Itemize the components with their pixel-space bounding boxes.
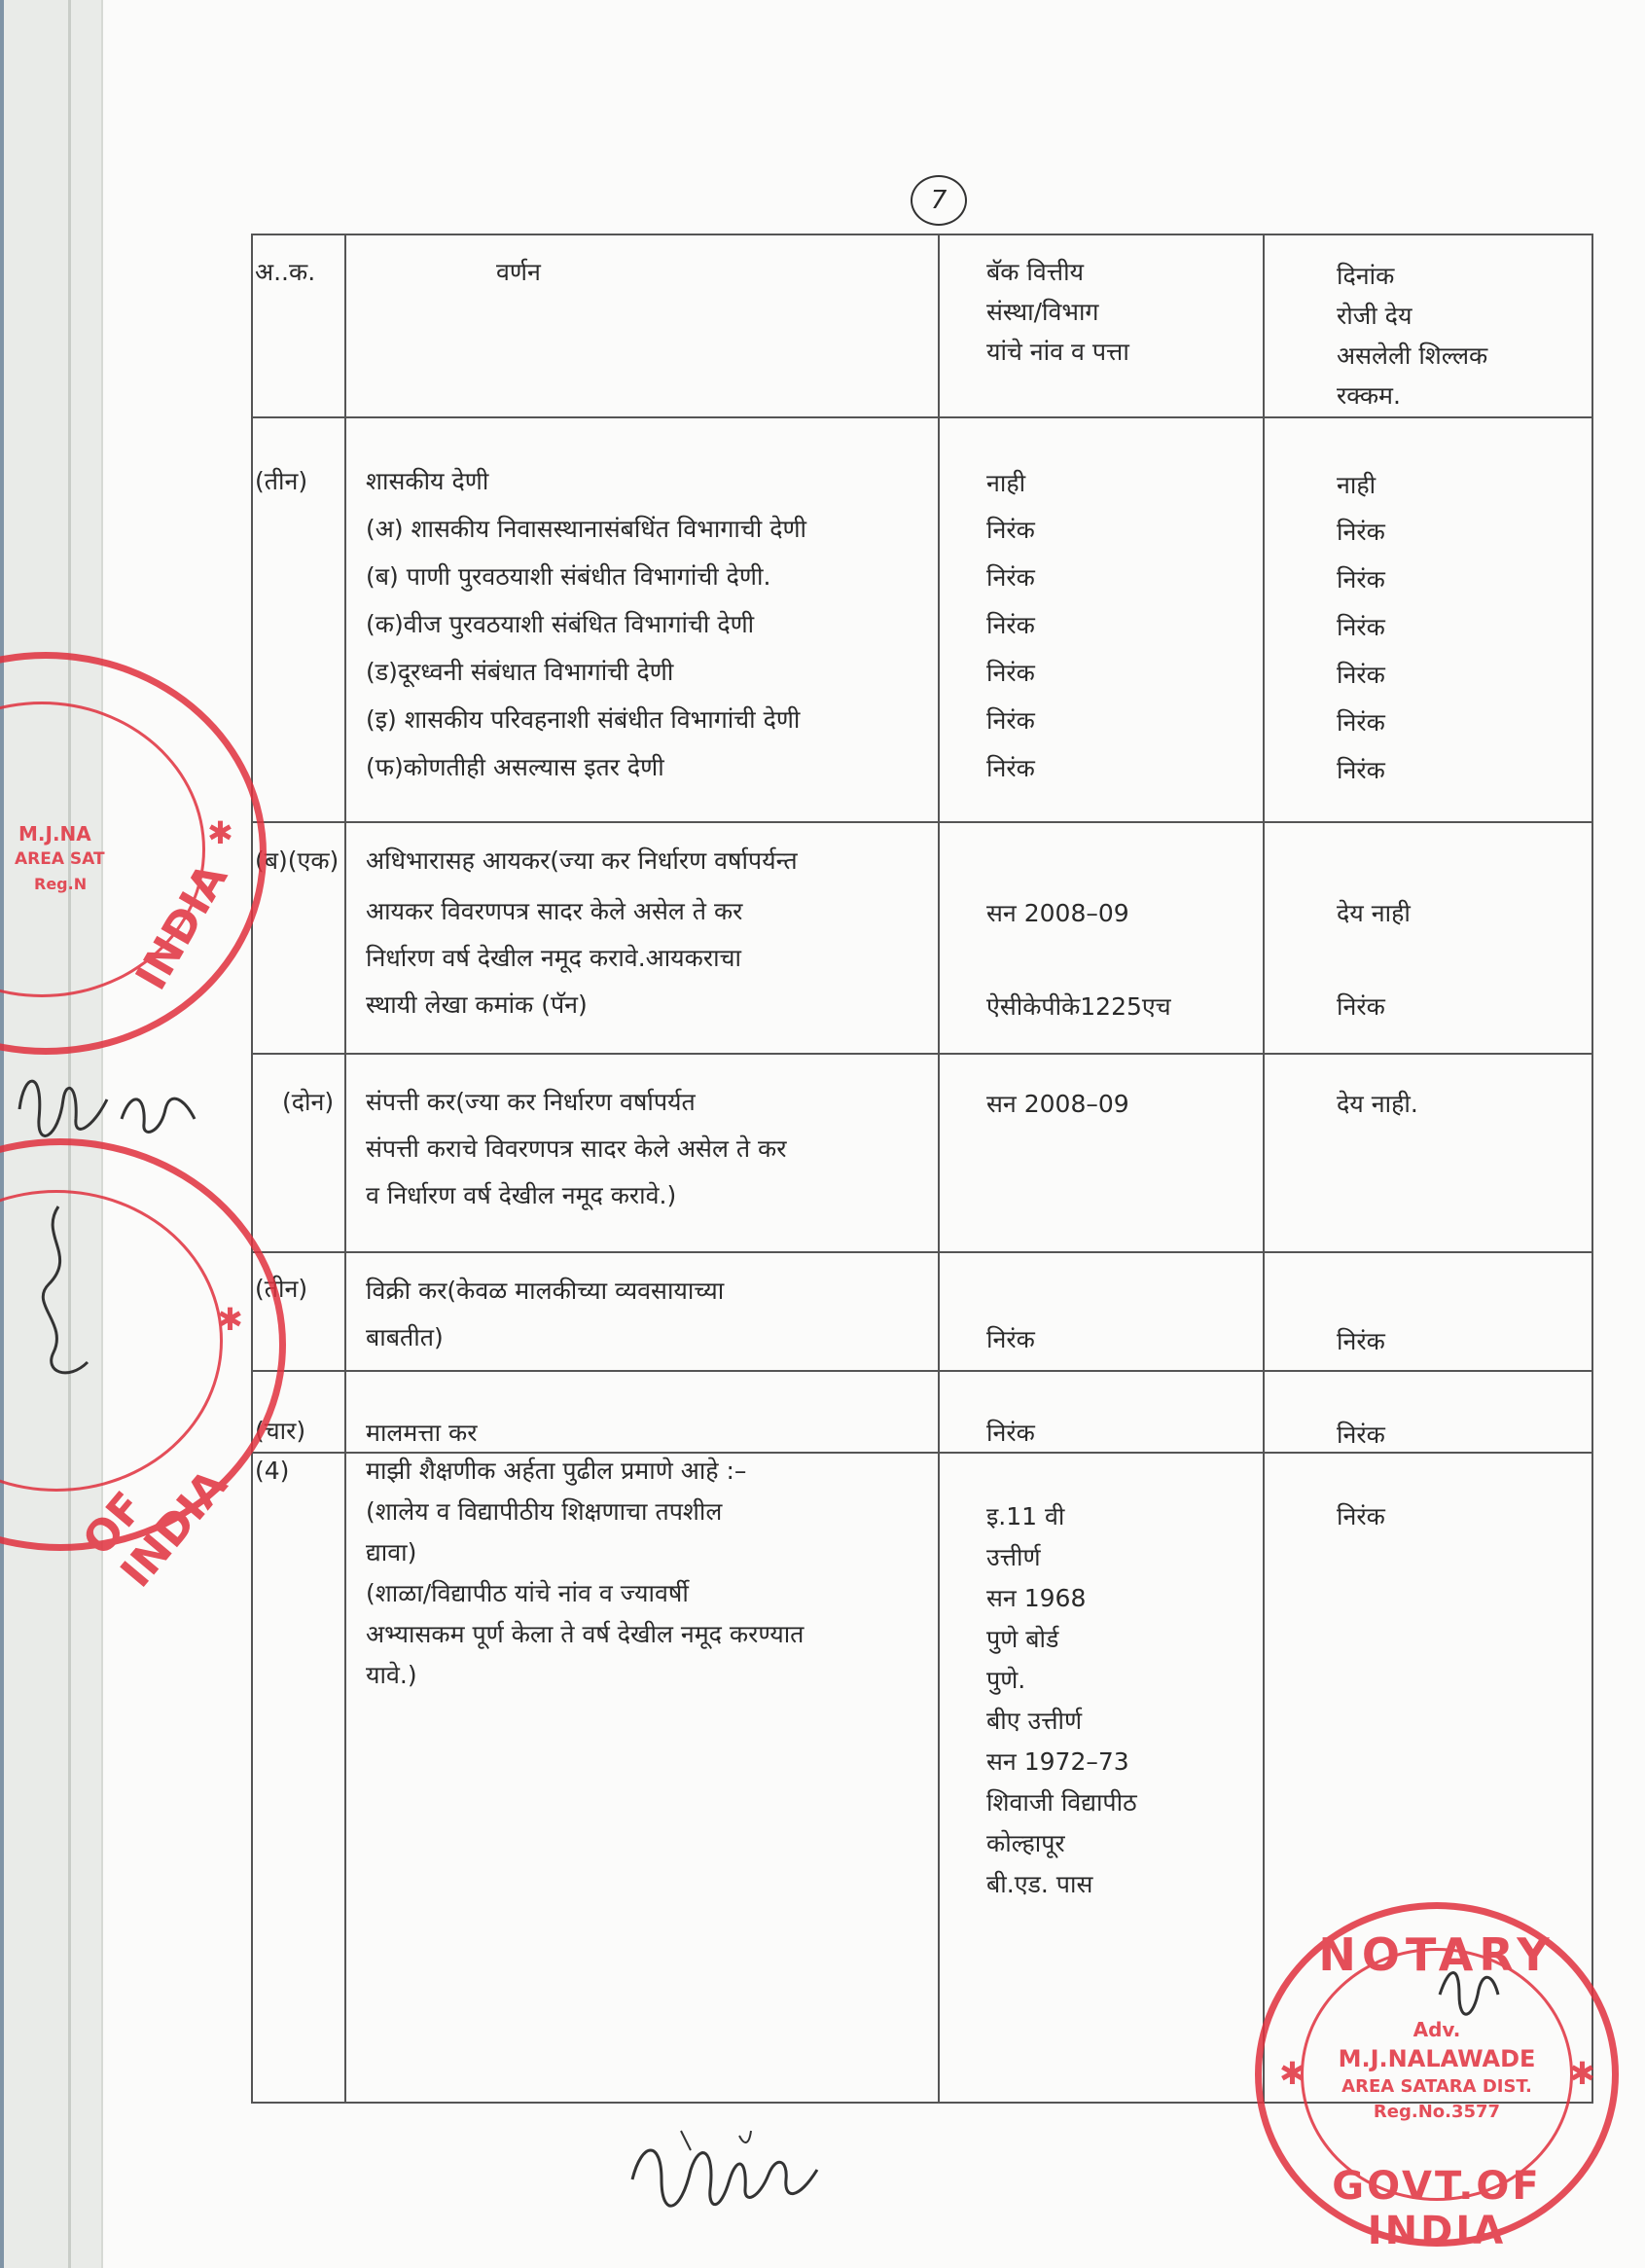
education-detail: पुणे बोर्ड bbox=[986, 1625, 1059, 1653]
pan-due: निरंक bbox=[1337, 992, 1385, 1021]
govt-dues-row: (इ) शासकीय परिवहनाशी संबंधीत विभागांची देणी bbox=[366, 705, 801, 734]
govt-dues-row: (ब) पाणी पुरवठयाशी संबंधीत विभागांची देणी. bbox=[366, 562, 771, 591]
govt-dues-number: (तीन) bbox=[255, 467, 308, 495]
govt-dues-row: निरंक bbox=[986, 563, 1035, 592]
govt-dues-row: निरंक bbox=[986, 611, 1035, 639]
education-detail: सन 1968 bbox=[986, 1584, 1087, 1612]
govt-dues-row: निरंक bbox=[986, 659, 1035, 687]
left-notary-stamp-upper bbox=[0, 652, 267, 1055]
income-tax-year: सन 2008–09 bbox=[986, 899, 1129, 927]
education-detail: सन 1972–73 bbox=[986, 1747, 1129, 1776]
education-detail: उत्तीर्ण bbox=[986, 1543, 1041, 1571]
header-col3-line1: बॅक वित्तीय bbox=[986, 258, 1085, 286]
stamp-text: Reg.N bbox=[34, 875, 88, 893]
property-tax-number: (चार) bbox=[255, 1417, 306, 1445]
notary-stamp-text: M.J.NALAWADE bbox=[1338, 2045, 1536, 2072]
property-tax-desc: मालमत्ता कर bbox=[366, 1419, 478, 1447]
signature-left-2 bbox=[117, 1080, 204, 1148]
notary-stamp-text: AREA SATARA DIST. bbox=[1341, 2076, 1532, 2097]
property-tax-c3: निरंक bbox=[986, 1419, 1035, 1447]
education-desc: (शालेय व विद्यापीठीय शिक्षणाचा तपशील bbox=[366, 1497, 723, 1526]
govt-dues-row: निरंक bbox=[1337, 613, 1385, 641]
notary-stamp-bottom-text: GOVT.OF INDIA bbox=[1332, 2164, 1542, 2253]
education-desc: यावे.) bbox=[366, 1661, 417, 1689]
income-tax-due: देय नाही bbox=[1337, 899, 1411, 927]
education-detail: इ.11 वी bbox=[986, 1502, 1065, 1530]
notary-stamp-top-text: NOTARY bbox=[1318, 1928, 1556, 1981]
stamp-arc-text: OF INDIA bbox=[73, 1460, 237, 1598]
education-desc: माझी शैक्षणीक अर्हता पुढील प्रमाणे आहे :– bbox=[366, 1457, 747, 1485]
pan-number: ऐसीकेपीके1225एच bbox=[986, 992, 1171, 1021]
education-number: (4) bbox=[255, 1457, 290, 1485]
govt-dues-row: निरंक bbox=[1337, 708, 1385, 737]
govt-dues-row: निरंक bbox=[1337, 518, 1385, 546]
signature-bottom bbox=[623, 2121, 837, 2228]
header-col1: अ..क. bbox=[255, 258, 316, 286]
signature-left-3 bbox=[10, 1197, 117, 1391]
signature-left-1 bbox=[10, 1061, 126, 1158]
education-detail: शिवाजी विद्यापीठ bbox=[986, 1788, 1137, 1817]
notary-stamp-text: Adv. bbox=[1413, 2018, 1461, 2041]
star-icon: ✱ bbox=[217, 1301, 243, 1338]
education-desc: (शाळा/विद्यापीठ यांचे नांव व ज्यावर्षी bbox=[366, 1579, 689, 1607]
govt-dues-row: निरंक bbox=[1337, 661, 1385, 689]
stamp-arc-text: INDIA bbox=[125, 855, 238, 998]
govt-dues-row: निरंक bbox=[986, 754, 1035, 782]
wealth-tax-number: (दोन) bbox=[282, 1088, 335, 1116]
education-desc: अभ्यासकम पूर्ण केला ते वर्ष देखील नमूद करण्यात bbox=[366, 1620, 805, 1648]
education-detail: बी.एड. पास bbox=[986, 1870, 1093, 1898]
property-tax-c4: निरंक bbox=[1337, 1421, 1385, 1449]
stamp-text: M.J.NA bbox=[18, 822, 91, 846]
govt-dues-row: शासकीय देणी bbox=[366, 467, 489, 495]
notary-stamp bbox=[1255, 1902, 1619, 2253]
sales-tax-desc: विक्री कर(केवळ मालकीच्या व्यवसायाच्या bbox=[366, 1277, 725, 1305]
govt-dues-row: (क)वीज पुरवठयाशी संबंधित विभागांची देणी bbox=[366, 610, 755, 638]
wealth-tax-due: देय नाही. bbox=[1337, 1090, 1418, 1118]
star-icon: ✱ bbox=[207, 814, 233, 851]
education-detail: बीए उत्तीर्ण bbox=[986, 1707, 1083, 1735]
income-tax-desc: आयकर विवरणपत्र सादर केले असेल ते कर bbox=[366, 897, 743, 925]
sales-tax-desc: बाबतीत) bbox=[366, 1323, 444, 1351]
star-icon: ✱ bbox=[1569, 2055, 1595, 2092]
signature-stamp-initial bbox=[1430, 1956, 1508, 2024]
income-tax-desc: अधिभारासह आयकर(ज्या कर निर्धारण वर्षापर्यन्त bbox=[366, 846, 798, 875]
header-col3-line3: यांचे नांव व पत्ता bbox=[986, 338, 1129, 366]
income-tax-number: (ब)(एक) bbox=[255, 846, 340, 875]
header-col4-line2: रोजी देय bbox=[1337, 302, 1413, 330]
govt-dues-row: नाही bbox=[986, 469, 1026, 497]
education-desc: द्यावा) bbox=[366, 1538, 417, 1566]
sales-tax-c4: निरंक bbox=[1337, 1327, 1385, 1355]
header-col4-line1: दिनांक bbox=[1337, 262, 1395, 290]
header-col4-line4: रक्कम. bbox=[1337, 381, 1401, 410]
page-number: 7 bbox=[911, 175, 967, 226]
govt-dues-row: (फ)कोणतीही असल्यास इतर देणी bbox=[366, 753, 664, 781]
income-tax-desc: निर्धारण वर्ष देखील नमूद करावे.आयकराचा bbox=[366, 944, 741, 972]
wealth-tax-desc: संपत्ती कर(ज्या कर निर्धारण वर्षापर्यत bbox=[366, 1088, 696, 1116]
sales-tax-c3: निरंक bbox=[986, 1325, 1035, 1353]
education-c4: निरंक bbox=[1337, 1502, 1385, 1530]
govt-dues-row: निरंक bbox=[986, 706, 1035, 735]
education-detail: कोल्हापूर bbox=[986, 1829, 1065, 1857]
income-tax-desc: स्थायी लेखा कमांक (पॅन) bbox=[366, 990, 588, 1019]
sales-tax-number: (तीन) bbox=[255, 1275, 308, 1303]
govt-dues-row: निरंक bbox=[1337, 756, 1385, 784]
govt-dues-row: नाही bbox=[1337, 471, 1377, 499]
education-detail: पुणे. bbox=[986, 1666, 1026, 1694]
binding-edge bbox=[0, 0, 4, 2268]
notary-stamp-text: Reg.No.3577 bbox=[1373, 2102, 1501, 2122]
govt-dues-row: (अ) शासकीय निवासस्थानासंबधिंत विभागाची देणी bbox=[366, 515, 807, 543]
header-col4-line3: असलेली शिल्लक bbox=[1337, 342, 1488, 370]
wealth-tax-desc: संपत्ती कराचे विवरणपत्र सादर केले असेल ते कर bbox=[366, 1134, 787, 1163]
wealth-tax-year: सन 2008–09 bbox=[986, 1090, 1129, 1118]
govt-dues-row: निरंक bbox=[986, 516, 1035, 544]
stamp-text: AREA SAT bbox=[15, 849, 105, 869]
govt-dues-row: निरंक bbox=[1337, 565, 1385, 594]
wealth-tax-desc: व निर्धारण वर्ष देखील नमूद करावे.) bbox=[366, 1181, 677, 1209]
header-col2: वर्णन bbox=[496, 258, 541, 286]
govt-dues-row: (ड)दूरध्वनी संबंधात विभागांची देणी bbox=[366, 658, 674, 686]
star-icon: ✱ bbox=[1279, 2055, 1305, 2092]
header-col3-line2: संस्था/विभाग bbox=[986, 298, 1099, 326]
